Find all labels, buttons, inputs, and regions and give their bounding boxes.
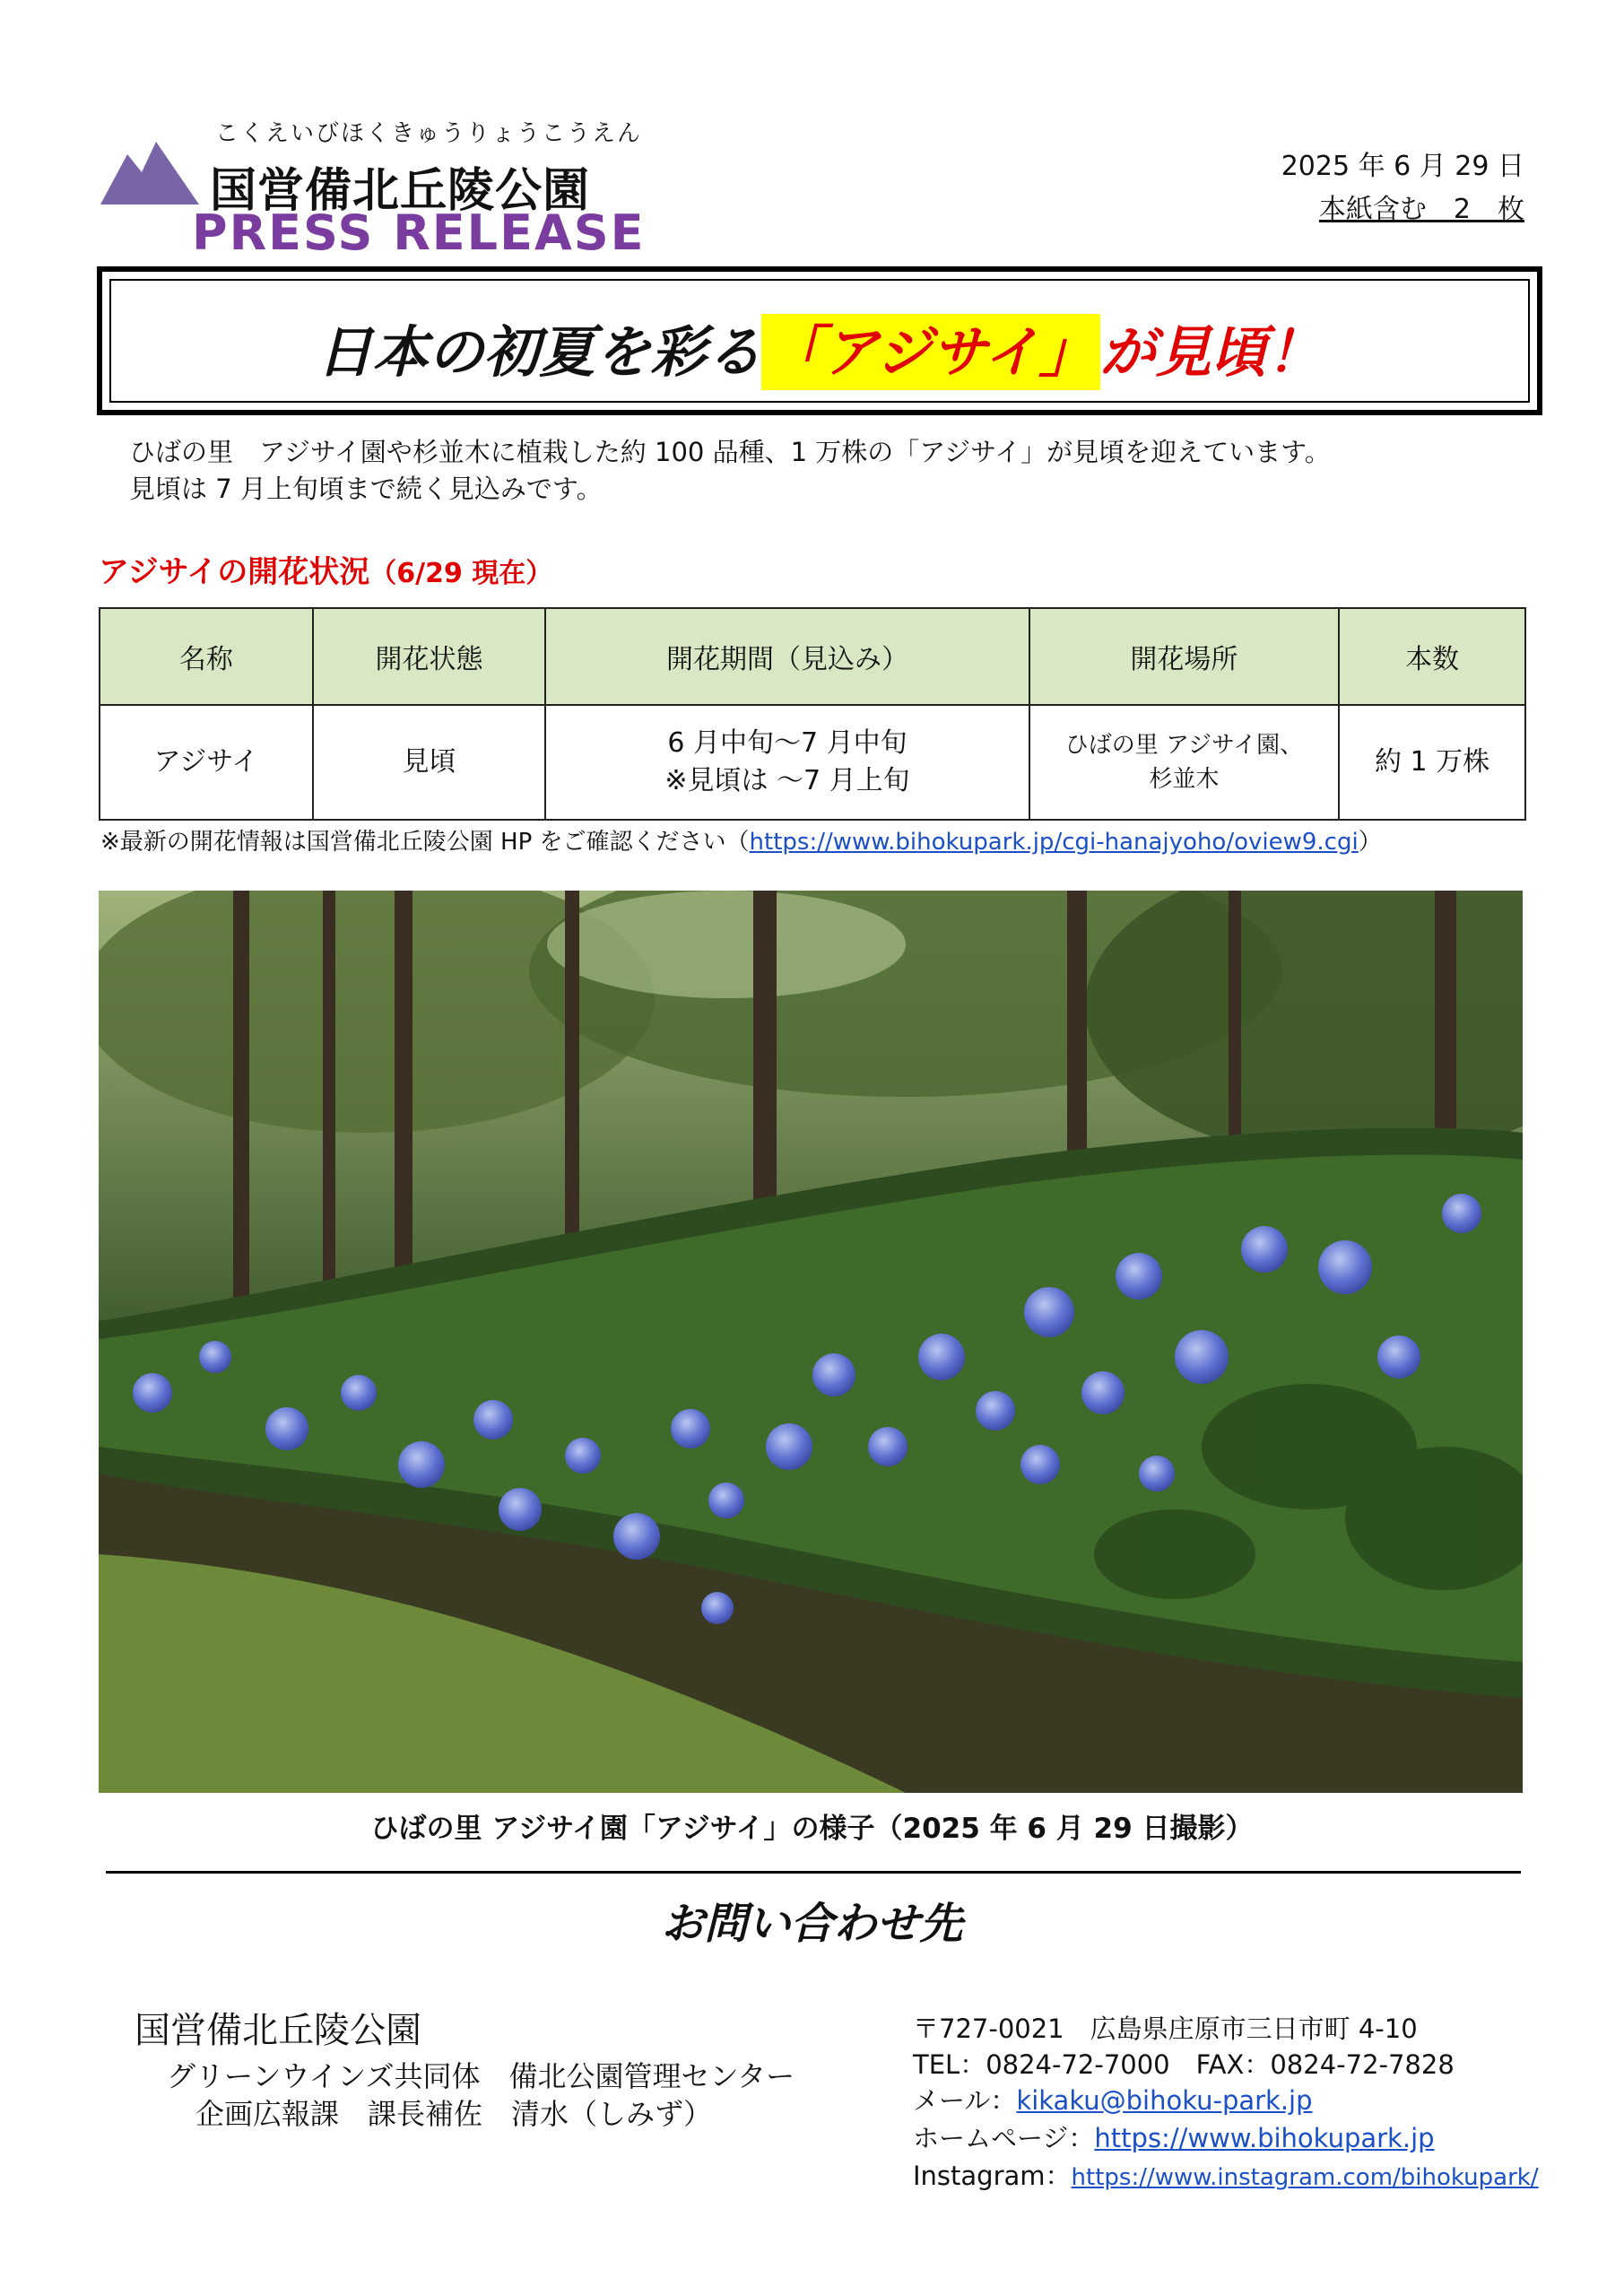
contact-mail [913,2081,1313,2118]
contact-org-name: 国営備北丘陵公園 [135,2010,421,2051]
bloom-info-note [100,823,1382,857]
release-date: 2025 年 6 月 29 日 [1281,151,1524,182]
instagram-link[interactable]: https://www.instagram.com/bihokupark/ [1071,2164,1539,2191]
headline-after: が見頃！ [1099,319,1323,385]
cell-period-line-2: ※見頃は ～7 月上旬 [664,765,910,796]
table-header: 開花状態 [313,608,546,705]
web-label: ホームページ： [913,2123,1095,2153]
table-header-row [100,608,1525,705]
headline-before: 日本の初夏を彩る [317,319,762,385]
cell-place-line-2: 杉並木 [1149,766,1220,793]
mail-label: メール： [913,2085,1017,2116]
section-heading-text: アジサイの開花状況 [99,554,370,590]
divider [106,1871,1521,1874]
cell-place [1029,705,1340,820]
contact-tel-fax: TEL：0824-72-7000 FAX：0824-72-7828 [913,2049,1455,2080]
cell-name: アジサイ [100,705,313,820]
section-heading [99,547,552,591]
park-name: 国営備北丘陵公園 [210,164,591,218]
headline-box [97,266,1542,415]
contact-org-line-1: グリーンウインズ共同体 備北公園管理センター [167,2059,795,2093]
park-logo-mountain-icon [100,135,199,204]
intro-line-2: 見頃は 7 月上旬頃まで続く見込みです。 [129,474,603,504]
cell-count: 約 1 万株 [1339,705,1525,820]
table-header: 開花期間（見込み） [545,608,1029,705]
cell-period-line-1: 6 月中旬～7 月中旬 [667,727,908,759]
bloom-status-table [99,607,1526,821]
photo-caption: ひばの里 アジサイ園「アジサイ」の様子（2025 年 6 月 29 日撮影） [370,1813,1254,1845]
headline [102,308,1537,387]
table-row [100,705,1525,820]
cell-period [545,705,1029,820]
headline-highlight: 「アジサイ」 [761,314,1099,390]
intro-line-1: ひばの里 アジサイ園や杉並木に植栽した約 100 品種、1 万株の「アジサイ」が見頃を迎えています。 [129,437,1331,467]
contact-instagram [913,2156,1539,2193]
cell-place-line-1: ひばの里 アジサイ園、 [1064,732,1304,759]
note-text: ※最新の開花情報は国営備北丘陵公園 HP をご確認ください（ [100,829,750,856]
cell-status: 見頃 [313,705,546,820]
hydrangea-garden-photo [99,891,1523,1793]
table-header: 名称 [100,608,313,705]
website-link[interactable]: https://www.bihokupark.jp [1094,2123,1435,2153]
table-header: 開花場所 [1029,608,1340,705]
contact-address: 〒727-0021 広島県庄原市三日市町 4-10 [913,2013,1418,2044]
section-heading-date: （6/29 現在） [369,558,553,589]
instagram-label: Instagram： [913,2161,1072,2191]
contact-org-line-2: 企画広報課 課長補佐 清水（しみず） [195,2097,713,2131]
contact-web [913,2118,1435,2155]
park-name-ruby: こくえいびほくきゅうりょうこうえん [215,120,643,147]
page-count: 本紙含む 2 枚 [1318,194,1524,225]
bloom-info-link[interactable]: https://www.bihokupark.jp/cgi-hanajyoho/oview9.cgi [749,829,1359,856]
press-release-label: PRESS RELEASE [192,204,646,261]
mail-link[interactable]: kikaku@bihoku-park.jp [1016,2085,1313,2116]
note-close: ） [1358,829,1382,856]
table-header: 本数 [1339,608,1525,705]
contact-heading: お問い合わせ先 [661,1899,963,1949]
